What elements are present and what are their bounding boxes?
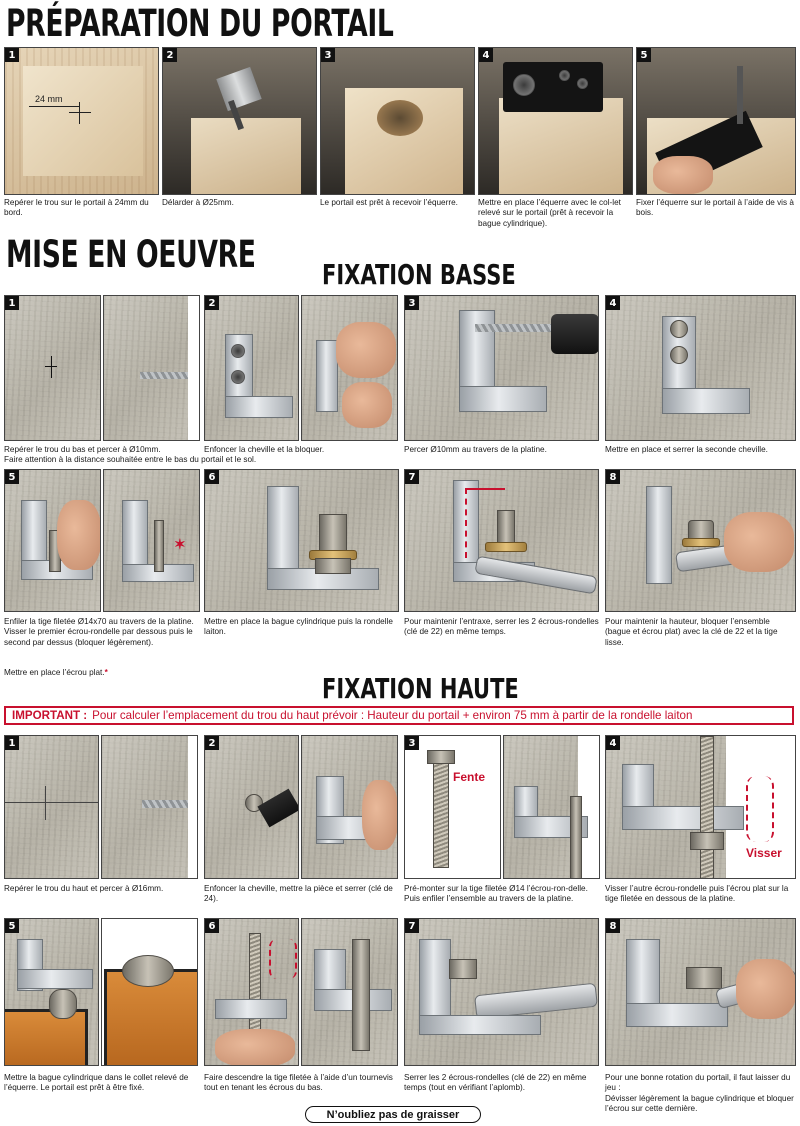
step-number: 2 (205, 296, 219, 310)
basse-step-3-photo (404, 295, 599, 441)
haute-step-5-photo-b (101, 918, 198, 1066)
title-fixation-haute: FIXATION HAUTE (322, 672, 519, 705)
step-number: 4 (479, 48, 493, 62)
step-number: 2 (163, 48, 177, 62)
step-number: 7 (405, 919, 419, 933)
basse-step-8-caption: Pour maintenir la hauteur, bloquer l’ensemble (bague et écrou plat) avec la clé de 22 et la tige lisse. (605, 617, 778, 647)
haute-step-2-photo-b (301, 735, 398, 879)
grease-reminder: N’oubliez pas de graisser (305, 1106, 481, 1123)
basse-step-1-caption: Repérer le trou du bas et percer à Ø10mm. (4, 445, 161, 454)
step-number: 1 (5, 48, 19, 62)
title-preparation: PRÉPARATION DU PORTAIL (6, 2, 394, 45)
haute-step-6-caption: Faire descendre la tige filetée à l’aide d’un tournevis tout en tenant les écrous du bas. (204, 1073, 393, 1093)
important-text: Pour calculer l’emplacement du trou du haut prévoir : Hauteur du portail + environ 75 mm à partir de la rondelle laiton (92, 709, 693, 722)
step-number: 5 (5, 470, 19, 484)
haute-step-1-caption: Repérer le trou du haut et percer à Ø16mm. (4, 884, 164, 893)
basse-step-6-caption: Mettre en place la bague cylindrique puis la rondelle laiton. (204, 617, 393, 637)
haute-step-7-caption: Serrer les 2 écrous-rondelles (clé de 22) en même temps (tout en vérifiant l’aplomb). (404, 1073, 587, 1093)
haute-step-3-photo-a (404, 735, 501, 879)
prep-step-2-caption: Délarder à Ø25mm. (162, 198, 234, 207)
basse-step-1-photo-b (103, 295, 200, 441)
measure-line (29, 106, 79, 107)
haute-step-8-caption: Pour une bonne rotation du portail, il faut laisser du jeu : (605, 1073, 791, 1093)
basse-step-3-caption: Percer Ø10mm au travers de la platine. (404, 445, 547, 454)
haute-step-1-photo-b (101, 735, 198, 879)
haute-step-5-caption: Mettre la bague cylindrique dans le collet relevé de l’équerre. Le portail est prêt à être fixé. (4, 1073, 189, 1093)
step-number: 8 (606, 919, 620, 933)
step-number: 6 (205, 470, 219, 484)
basse-step-1-caption-note: Faire attention à la distance souhaitée entre le bas du portail et le sol. (4, 455, 257, 464)
basse-step-4-caption: Mettre en place et serrer la seconde cheville. (605, 445, 768, 454)
haute-step-2-caption: Enfoncer la cheville, mettre la pièce et serrer (clé de 24). (204, 884, 393, 904)
prep-step-1-caption: Repérer le trou sur le portail à 24mm du bord. (4, 198, 149, 218)
step-number: 5 (637, 48, 651, 62)
prep-step-2-photo (162, 47, 317, 195)
basse-step-5-photo-b (103, 469, 200, 612)
basse-step-7-photo (404, 469, 599, 612)
slot-label: Fente (453, 770, 486, 784)
basse-step-2-photo-b (301, 295, 398, 441)
important-label: IMPORTANT : (12, 709, 88, 722)
distance-arrow (465, 488, 505, 490)
basse-step-5-caption: Enfiler la tige filetée Ø14x70 au travers de la platine. Visser le premier écrou-rondelle par dessous puis le second par dessus (bloquer légèrement). (4, 617, 194, 647)
step-number: 4 (606, 736, 620, 750)
haute-step-7-photo (404, 918, 599, 1066)
haute-step-8-caption-note: Dévisser légèrement la bague cylindrique et bloquer l’écrou sur cette dernière. (605, 1094, 794, 1114)
basse-step-1-photo-a (4, 295, 101, 441)
star-mark: ✶ (174, 536, 186, 552)
basse-step-8-photo (605, 469, 796, 612)
star-mark: * (104, 668, 108, 677)
prep-step-3-caption: Le portail est prêt à recevoir l’équerre. (320, 198, 458, 207)
prep-step-5-caption: Fixer l’équerre sur le portail à l’aide de vis à bois. (636, 198, 794, 218)
haute-step-4-photo (605, 735, 796, 879)
haute-step-3-caption: Pré-monter sur la tige filetée Ø14 l’écrou-ron-delle. Puis enfiler l’ensemble au travers de la platine. (404, 884, 588, 904)
haute-step-2-photo-a (204, 735, 299, 879)
step-number: 1 (5, 736, 19, 750)
measurement-label: 24 mm (35, 94, 63, 104)
basse-step-5-caption-note (4, 668, 204, 678)
title-mise-en-oeuvre: MISE EN OEUVRE (6, 233, 256, 276)
basse-step-7-caption: Pour maintenir l’entraxe, serrer les 2 écrous-rondelles (clé de 22) en même temps. (404, 617, 599, 637)
step-number: 2 (205, 736, 219, 750)
title-fixation-basse: FIXATION BASSE (322, 258, 516, 291)
step-number: 8 (606, 470, 620, 484)
haute-step-4-caption: Visser l’autre écrou-rondelle puis l’écrou plat sur la tige filetée en dessous de la platine. (605, 884, 789, 904)
screw-direction-arrow (269, 939, 297, 979)
basse-step-6-photo (204, 469, 399, 612)
prep-step-4-caption: Mettre en place l’équerre avec le col-let relevé sur le portail (prêt à recevoir la bague cylindrique). (478, 198, 621, 228)
step-number: 5 (5, 919, 19, 933)
basse-step-2-photo-a (204, 295, 299, 441)
prep-step-5-photo (636, 47, 796, 195)
basse-step-2-caption: Enfoncer la cheville et la bloquer. (204, 445, 325, 454)
basse-step-5-caption-note-text: Mettre en place l’écrou plat. (4, 668, 105, 677)
screw-direction-arrow (746, 776, 774, 842)
step-number: 7 (405, 470, 419, 484)
prep-step-3-photo (320, 47, 475, 195)
step-number: 3 (405, 736, 419, 750)
haute-step-6-photo-a (204, 918, 299, 1066)
haute-step-3-photo-b (503, 735, 600, 879)
mark-cross (69, 112, 91, 113)
step-number: 3 (405, 296, 419, 310)
haute-step-8-photo (605, 918, 796, 1066)
basse-step-4-photo (605, 295, 796, 441)
prep-step-4-photo (478, 47, 633, 195)
screw-label: Visser (746, 846, 782, 860)
haute-step-6-photo-b (301, 918, 398, 1066)
haute-step-5-photo-a (4, 918, 99, 1066)
step-number: 1 (5, 296, 19, 310)
important-notice (4, 706, 794, 725)
prep-step-1-photo (4, 47, 159, 195)
step-number: 3 (321, 48, 335, 62)
basse-step-5-photo-a (4, 469, 101, 612)
step-number: 4 (606, 296, 620, 310)
step-number: 6 (205, 919, 219, 933)
haute-step-1-photo-a (4, 735, 99, 879)
